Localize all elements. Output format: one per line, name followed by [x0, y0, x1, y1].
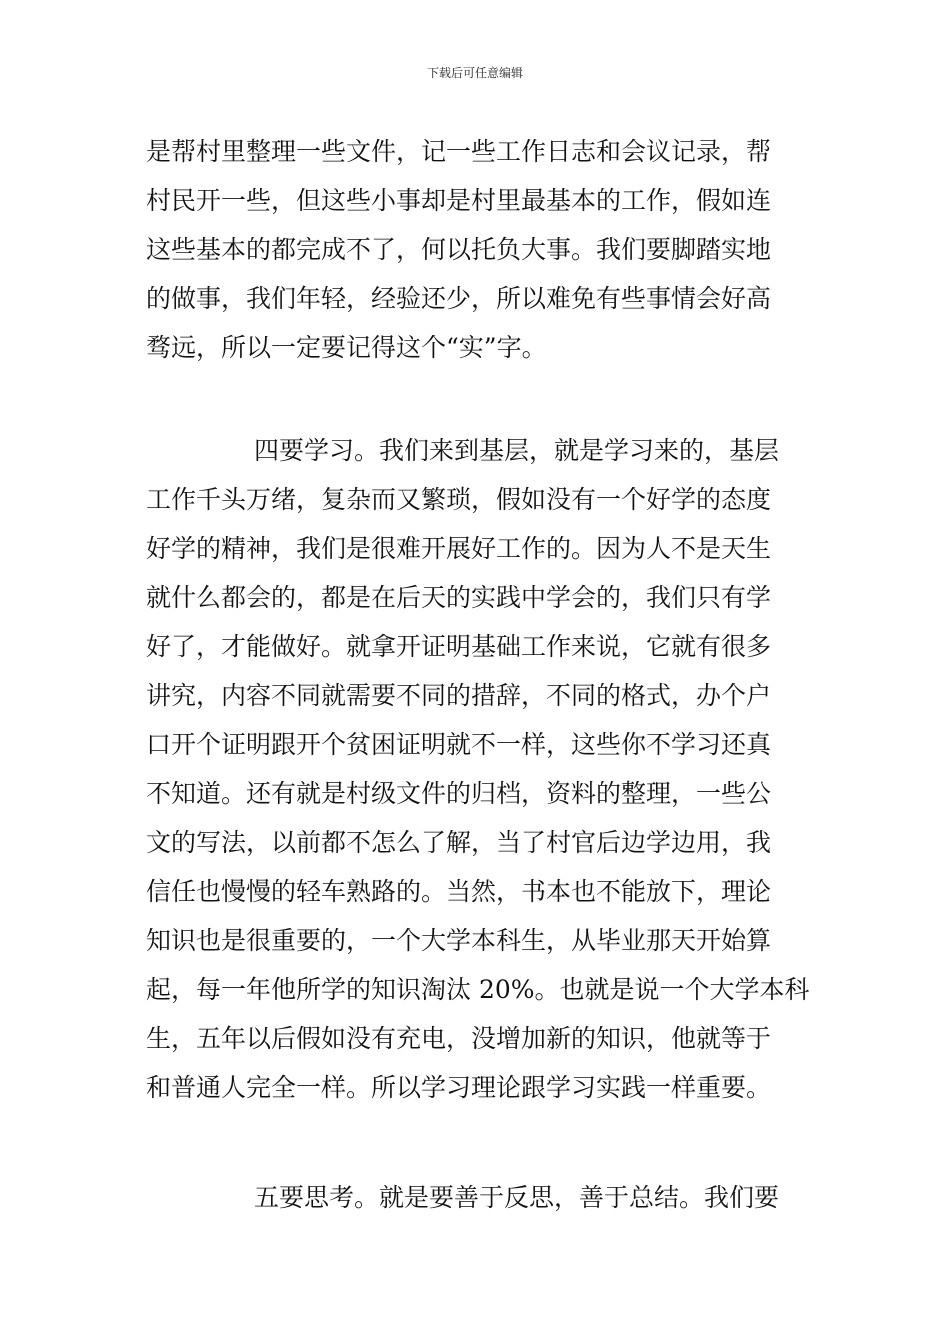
text-line: 信任也慢慢的轻车熟路的。当然，书本也不能放下，理论 — [146, 877, 772, 906]
paragraph-study — [146, 426, 811, 1112]
text-line: 和普通人完全一样。所以学习理论跟学习实践一样重要。 — [146, 1073, 772, 1102]
text-line: 生，五年以后假如没有充电，没增加新的知识，他就等于 — [146, 1024, 772, 1053]
text-line: 骛远，所以一定要记得这个“实”字。 — [146, 333, 547, 362]
text-line: 村民开一些，但这些小事却是村里最基本的工作，假如连 — [146, 186, 772, 215]
text-line: 的做事，我们年轻，经验还少，所以难免有些事情会好高 — [146, 284, 772, 313]
text-line: 起，每一年他所学的知识淘汰 20%。也就是说一个大学本科 — [146, 975, 810, 1004]
text-line: 知识也是很重要的，一个大学本科生，从毕业那天开始算 — [146, 926, 772, 955]
text-line: 四要学习。我们来到基层，就是学习来的，基层 — [254, 436, 780, 465]
text-line: 是帮村里整理一些文件，记一些工作日志和会议记录，帮 — [146, 137, 772, 166]
paragraph-practical — [146, 127, 811, 372]
text-line: 文的写法，以前都不怎么了解，当了村官后边学边用，我 — [146, 828, 772, 857]
text-line: 讲究，内容不同就需要不同的措辞，不同的格式，办个户 — [146, 681, 772, 710]
text-line: 就什么都会的，都是在后天的实践中学会的，我们只有学 — [146, 583, 772, 612]
text-line: 好学的精神，我们是很难开展好工作的。因为人不是天生 — [146, 534, 772, 563]
page-header: 下载后可任意编辑 — [426, 66, 523, 80]
paragraph-think — [146, 1173, 811, 1222]
text-line: 工作千头万绪，复杂而又繁琐，假如没有一个好学的态度 — [146, 485, 772, 514]
text-line: 这些基本的都完成不了，何以托负大事。我们要脚踏实地 — [146, 235, 772, 264]
text-line: 口开个证明跟开个贫困证明就不一样，这些你不学习还真 — [146, 730, 772, 759]
text-line: 不知道。还有就是村级文件的归档，资料的整理，一些公 — [146, 779, 772, 808]
text-line: 五要思考。就是要善于反思，善于总结。我们要 — [254, 1183, 780, 1212]
text-line: 好了，才能做好。就拿开证明基础工作来说，它就有很多 — [146, 632, 772, 661]
